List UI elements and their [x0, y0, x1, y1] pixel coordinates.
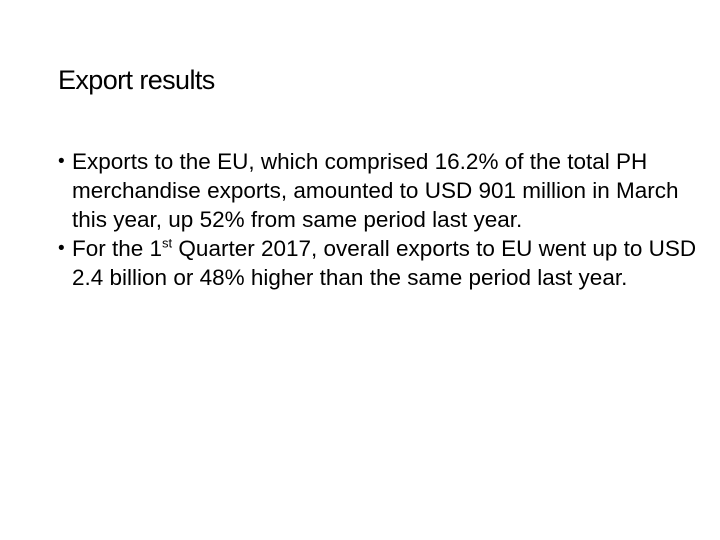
ordinal-suffix: st [162, 235, 173, 251]
bullet-item-q1-2017-exports [58, 234, 698, 292]
bullet-point-icon: • [58, 151, 65, 172]
bullet-text-end: Quarter 2017, overall exports to EU went up to USD 2.4 billion or 48% higher than the same period last year. [72, 236, 697, 290]
bullet-point-icon: • [58, 238, 65, 259]
bullet-item-eu-exports-march [58, 147, 698, 234]
slide-title: Export results [58, 65, 215, 95]
bullet-text: Exports to the EU, which comprised 16.2% of the total PH merchandise exports, amounted to USD 901 million in March this year, up 52% from same period last year. [72, 149, 679, 232]
bullet-text-start: For the 1 [72, 236, 163, 261]
bullet-text [72, 236, 696, 290]
bullet-list [58, 147, 698, 292]
